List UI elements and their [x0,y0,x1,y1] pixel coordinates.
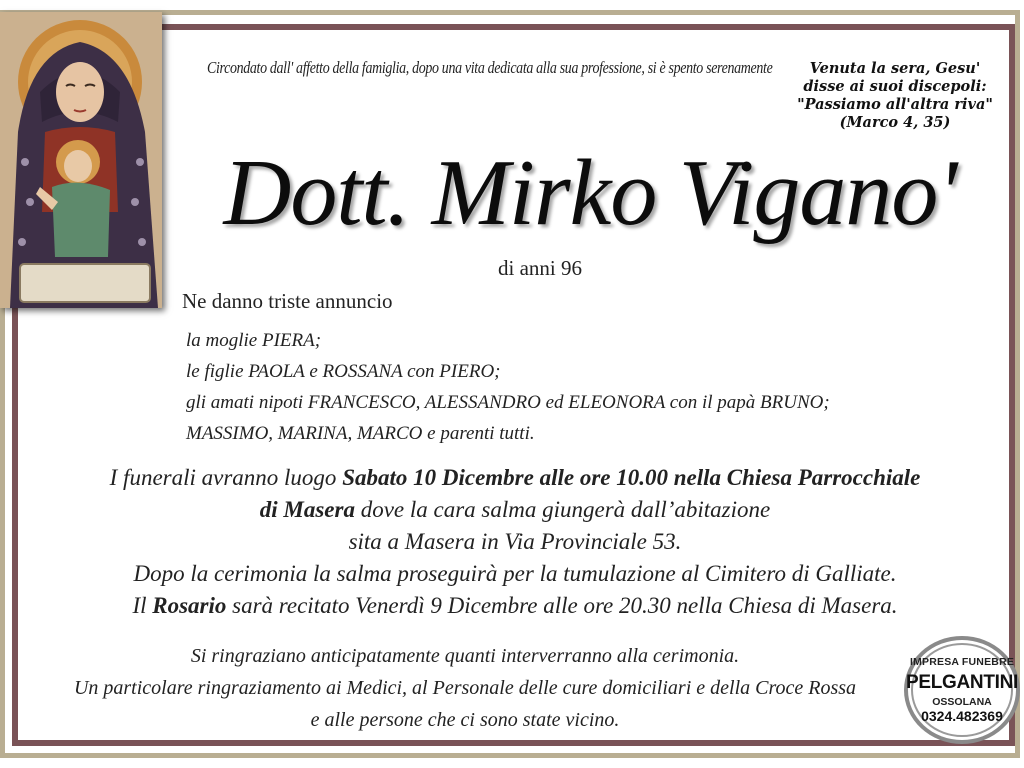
funeral-text: I funerali avranno luogo [109,465,343,490]
madonna-icon-image [0,12,162,308]
funeral-home-logo [902,634,1022,746]
funeral-line [40,494,990,526]
quote-line: disse ai suoi discepoli: [803,78,987,95]
quote-line: Venuta la sera, Gesu' [809,60,981,77]
family-line: gli amati nipoti FRANCESCO, ALESSANDRO ed ELEONORA con il papà BRUNO; [186,392,830,413]
quote-line: "Passiamo all'altra riva" [797,96,993,113]
logo-line: IMPRESA FUNEBRE [909,656,1015,668]
family-list [186,325,830,449]
funeral-text: sarà recitato Venerdì 9 Dicembre alle ore 20.30 nella Chiesa di Masera. [226,593,898,618]
family-line: la moglie PIERA; [186,330,322,351]
logo-line: OSSOLANA [932,696,992,708]
thanks-line: Un particolare ringraziamento ai Medici, al Personale delle cure domiciliari e della Croce Rossa [73,677,857,699]
intro-text: Circondato dall' affetto della famiglia, dopo una vita dedicata alla sua professione, si è spento serenamente [207,58,773,77]
funeral-text: Il [132,593,153,618]
funeral-line [40,590,990,622]
funeral-line: Dopo la cerimonia la salma proseguirà per la tumulazione al Cimitero di Galliate. [133,561,897,586]
funeral-text: dove la cara salma giungerà dall’abitazione [354,497,771,522]
thanks-line: e alle persone che ci sono state vicino. [310,709,620,731]
funeral-place: di Masera [259,497,355,522]
thanks-line: Si ringraziano anticipatamente quanti interverranno alla cerimonia. [190,645,740,667]
family-line: le figlie PAOLA e ROSSANA con PIERO; [186,361,501,382]
family-line: MASSIMO, MARINA, MARCO e parenti tutti. [186,423,535,444]
rosary-label: Rosario [152,593,227,618]
funeral-details [40,462,990,622]
funeral-line [40,462,990,494]
age-text: di anni 96 [498,256,582,280]
funeral-line: sita a Masera in Via Provinciale 53. [348,529,682,554]
gospel-quote [770,60,1020,132]
quote-line: (Marco 4, 35) [839,114,951,131]
funeral-date-place: Sabato 10 Dicembre alle ore 10.00 nella Chiesa Parrocchiale [342,465,921,490]
announce-text: Ne danno triste annuncio [182,289,393,313]
thanks-text [40,640,890,736]
logo-phone: 0324.482369 [921,708,1003,724]
logo-brand: PELGANTINI [905,672,1019,693]
deceased-name: Dott. Mirko Vigano' [223,141,957,245]
